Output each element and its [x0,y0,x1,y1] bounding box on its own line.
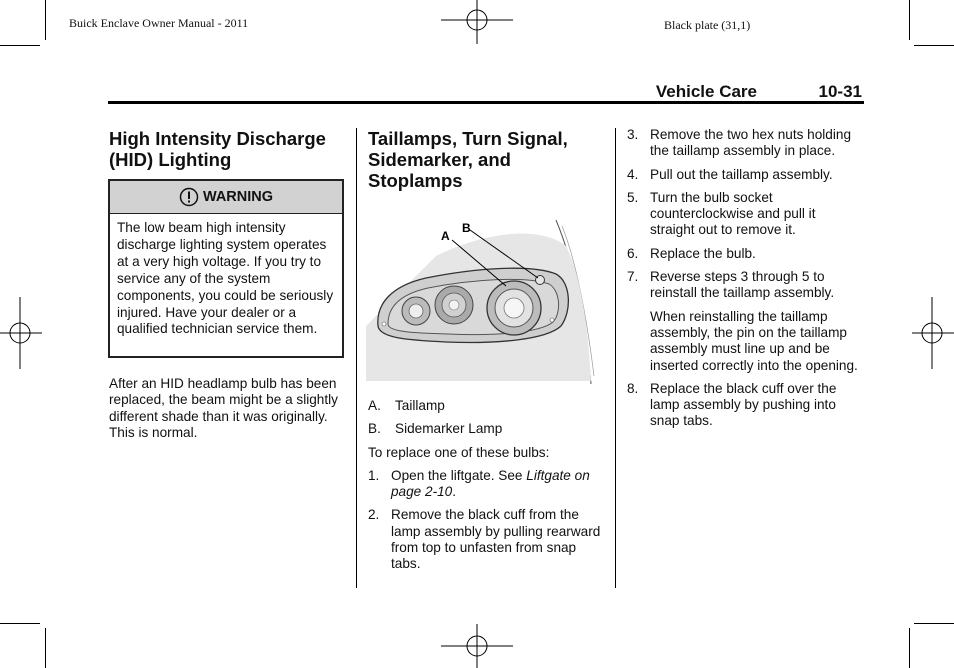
step-note: When reinstalling the taillamp assembly, the pin on the taillamp assembly must line up and be inserted correctly into the opening. [650,308,858,373]
callout-a: A [441,229,450,243]
column-3 [627,127,863,437]
registration-mark-icon [910,295,954,371]
slug-left: Buick Enclave Owner Manual - 2011 [69,16,249,30]
warning-label: WARNING [202,189,274,205]
legend-key: B. [368,421,381,437]
legend-text: Sidemarker Lamp [395,421,503,437]
crop-mark [45,628,46,668]
column-divider [615,128,616,588]
column-1 [109,128,347,170]
crop-mark [45,0,46,40]
legend-key: A. [368,398,381,413]
step-item [627,127,863,160]
legend-item [368,421,604,437]
step-text: Replace the black cuff over the lamp assembly by pushing into snap tabs. [650,380,837,429]
step-item [627,381,863,430]
step-item [627,269,863,302]
step-number: 7. [627,269,639,285]
step-item [368,507,604,572]
heading-line: Stoplamps [368,170,463,191]
slug-right: Black plate (31,1) [664,18,751,32]
step-text: Remove the black cuff from the lamp assembly by pulling rearward from top to unfasten from snap tabs. [391,507,601,572]
step-text: Turn the bulb socket counterclockwise and pull it straight out to remove it. [650,189,816,238]
header-rule [108,101,864,104]
legend-item [368,398,604,414]
column-2 [368,128,603,191]
heading-line: (HID) Lighting [109,149,232,170]
hid-body-text [109,376,349,441]
crop-mark [909,0,910,40]
step-item [627,246,863,262]
warning-header [110,181,342,214]
callout-b: B [462,221,471,235]
heading-line: Sidemarker, and [368,149,511,170]
registration-mark-icon [437,0,517,46]
warning-box [108,179,344,358]
step-number: 2. [368,507,380,523]
page-number: 10-31 [818,82,862,101]
step-number: 1. [368,467,380,483]
crop-mark [914,623,954,624]
step-item [368,468,604,501]
running-header [108,80,864,102]
registration-mark-icon [437,622,517,668]
step-text: Pull out the taillamp assembly. [650,166,833,182]
column-divider [356,128,357,588]
warning-text: The low beam high intensity discharge lighting system operates at a very high voltage. If you try to service any of the system components, you could be seriously injured. Have your dealer or a qualified technician service them. [117,220,334,337]
column-2-text [368,398,604,580]
step-text: Replace the bulb. [650,245,756,261]
section-title: Vehicle Care [655,82,757,101]
step-text: Remove the two hex nuts holding the taillamp assembly in place. [650,127,852,159]
heading-line: Taillamps, Turn Signal, [368,128,568,149]
taillamp-illustration [366,216,596,388]
crop-mark [0,623,40,624]
intro-text: To replace one of these bulbs: [368,444,550,460]
step-item [627,190,863,239]
section-heading [109,128,347,170]
step-number: 4. [627,166,639,182]
crop-mark [914,45,954,46]
warning-icon [179,187,199,207]
step-text: Open the liftgate. See [391,467,527,483]
paragraph: After an HID headlamp bulb has been replaced, the beam might be a slightly different shade than it was originally. This is normal. [109,376,338,440]
legend-text: Taillamp [395,398,445,413]
step-text-end: . [452,484,457,500]
cross-reference-link[interactable]: Liftgate on page 2-10 [391,467,590,500]
step-number: 3. [627,127,639,142]
registration-mark-icon [0,295,44,371]
heading-line: High Intensity Discharge [109,128,326,149]
step-number: 5. [627,189,639,205]
step-item [627,167,863,183]
step-text: Reverse steps 3 through 5 to reinstall the taillamp assembly. [650,269,835,301]
crop-mark [909,628,910,668]
section-heading [368,128,603,191]
crop-mark [0,45,40,46]
step-number: 8. [627,380,639,396]
step-number: 6. [627,245,639,261]
